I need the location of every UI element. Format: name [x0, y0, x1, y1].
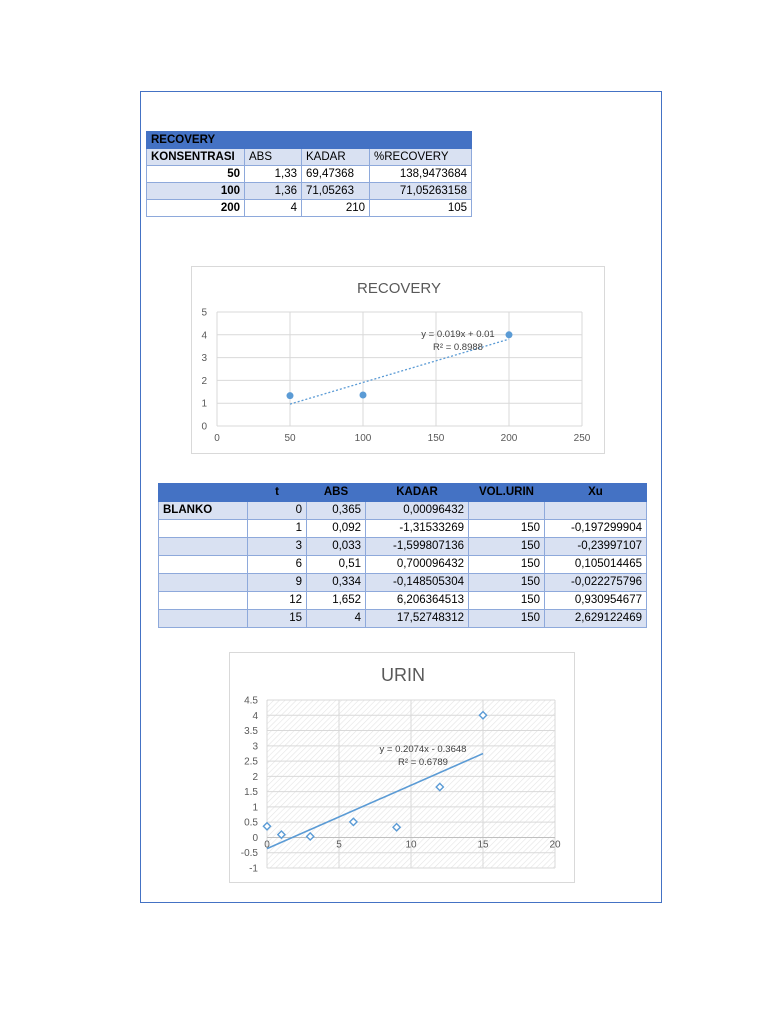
table-cell: 3 [248, 538, 307, 556]
urin-chart-title: URIN [381, 665, 425, 685]
header-cell: KONSENTRASI [147, 149, 245, 166]
table-cell [159, 592, 248, 610]
y-tick-label: 4 [201, 330, 207, 342]
x-tick-label: 20 [549, 839, 561, 851]
urin-table [158, 483, 647, 628]
table-cell: 0 [248, 502, 307, 520]
table-cell: 71,05263158 [370, 183, 472, 200]
table-cell: 69,47368 [302, 166, 370, 183]
table-cell: 200 [147, 200, 245, 217]
y-tick-label: 0 [201, 421, 207, 433]
recovery-table-header-row [147, 149, 472, 166]
recovery-trend-equation: y = 0.019x + 0.01 [421, 329, 495, 340]
table-row [159, 610, 647, 628]
y-tick-label: -1 [249, 863, 258, 875]
header-cell: ABS [245, 149, 302, 166]
urin-trend-equation: y = 0.2074x - 0.3648 [379, 744, 467, 755]
y-tick-label: 2 [201, 375, 207, 387]
table-cell: 12 [248, 592, 307, 610]
y-tick-label: 3 [201, 353, 207, 365]
recovery-chart-title: RECOVERY [357, 280, 441, 297]
table-cell: 6,206364513 [366, 592, 469, 610]
urin-chart [229, 652, 575, 883]
table-cell: 0,334 [307, 574, 366, 592]
table-cell: BLANKO [159, 502, 248, 520]
table-row [159, 538, 647, 556]
recovery-chart-svg [192, 267, 606, 455]
recovery-table [146, 131, 472, 217]
table-cell: 100 [147, 183, 245, 200]
x-tick-label: 50 [284, 433, 296, 444]
table-cell: 6 [248, 556, 307, 574]
recovery-table-title-row [147, 132, 472, 149]
y-tick-label: 4 [252, 710, 258, 722]
table-row [159, 592, 647, 610]
header-cell: t [248, 484, 307, 502]
table-cell [159, 556, 248, 574]
table-cell: 50 [147, 166, 245, 183]
table-row [159, 556, 647, 574]
table-cell: 1,652 [307, 592, 366, 610]
table-cell: -1,599807136 [366, 538, 469, 556]
table-cell: 138,9473684 [370, 166, 472, 183]
x-tick-label: 0 [264, 839, 270, 851]
table-cell: 0,033 [307, 538, 366, 556]
table-row [147, 183, 472, 200]
table-cell: 150 [469, 610, 545, 628]
table-row [159, 520, 647, 538]
table-cell: 0,700096432 [366, 556, 469, 574]
table-cell: 0,092 [307, 520, 366, 538]
table-row [147, 166, 472, 183]
table-cell [469, 502, 545, 520]
y-tick-label: 1 [252, 802, 258, 814]
header-cell [159, 484, 248, 502]
y-tick-label: 1 [201, 398, 207, 410]
table-cell: 4 [307, 610, 366, 628]
y-tick-label: 0 [252, 832, 258, 844]
x-tick-label: 15 [477, 839, 489, 851]
recovery-trend-r2: R² = 0.8988 [433, 342, 483, 353]
table-cell: 105 [370, 200, 472, 217]
table-cell: 2,629122469 [545, 610, 647, 628]
table-cell: 0,105014465 [545, 556, 647, 574]
y-tick-label: 0.5 [244, 817, 258, 829]
y-tick-label: -0.5 [240, 848, 258, 860]
table-cell: 4 [245, 200, 302, 217]
data-point [506, 331, 513, 338]
table-cell: -1,31533269 [366, 520, 469, 538]
x-tick-label: 250 [573, 433, 591, 444]
table-cell: -0,148505304 [366, 574, 469, 592]
table-cell [159, 520, 248, 538]
table-cell [159, 574, 248, 592]
table-cell [159, 538, 248, 556]
table-cell: 1,36 [245, 183, 302, 200]
table-cell: 150 [469, 592, 545, 610]
y-tick-label: 2.5 [244, 756, 258, 768]
table-cell: 210 [302, 200, 370, 217]
table-row [159, 502, 647, 520]
table-cell: 150 [469, 538, 545, 556]
header-cell: KADAR [302, 149, 370, 166]
header-cell: %RECOVERY [370, 149, 472, 166]
table-cell: 15 [248, 610, 307, 628]
table-row [147, 200, 472, 217]
table-cell: -0,022275796 [545, 574, 647, 592]
x-tick-label: 0 [214, 433, 220, 444]
table-cell: -0,23997107 [545, 538, 647, 556]
data-point [360, 391, 367, 398]
table-cell: 150 [469, 574, 545, 592]
urin-chart-svg [230, 653, 576, 884]
x-tick-label: 5 [336, 839, 342, 851]
table-cell: 9 [248, 574, 307, 592]
header-cell: Xu [545, 484, 647, 502]
urin-trend-r2: R² = 0.6789 [398, 757, 448, 768]
header-cell: ABS [307, 484, 366, 502]
table-row [159, 574, 647, 592]
table-cell: -0,197299904 [545, 520, 647, 538]
x-tick-label: 200 [500, 433, 518, 444]
table-cell: 17,52748312 [366, 610, 469, 628]
table-cell [159, 610, 248, 628]
y-tick-label: 1.5 [244, 787, 258, 799]
table-cell: 0,00096432 [366, 502, 469, 520]
table-cell: 1 [248, 520, 307, 538]
table-cell: 0,51 [307, 556, 366, 574]
table-cell: 0,930954677 [545, 592, 647, 610]
x-tick-label: 10 [405, 839, 417, 851]
y-tick-label: 4.5 [244, 695, 258, 707]
table-cell: 150 [469, 556, 545, 574]
y-tick-label: 2 [252, 771, 258, 783]
table-cell: 1,33 [245, 166, 302, 183]
table-cell: 71,05263 [302, 183, 370, 200]
y-tick-label: 3.5 [244, 726, 258, 738]
x-tick-label: 150 [427, 433, 445, 444]
header-cell: VOL.URIN [469, 484, 545, 502]
data-point [287, 392, 294, 399]
y-tick-label: 3 [252, 741, 258, 753]
table-cell: 0,365 [307, 502, 366, 520]
table-cell [545, 502, 647, 520]
y-tick-label: 5 [201, 307, 207, 319]
recovery-chart [191, 266, 605, 454]
table-cell: 150 [469, 520, 545, 538]
recovery-table-title: RECOVERY [147, 132, 472, 149]
header-cell: KADAR [366, 484, 469, 502]
urin-table-header-row [159, 484, 647, 502]
x-tick-label: 100 [354, 433, 372, 444]
